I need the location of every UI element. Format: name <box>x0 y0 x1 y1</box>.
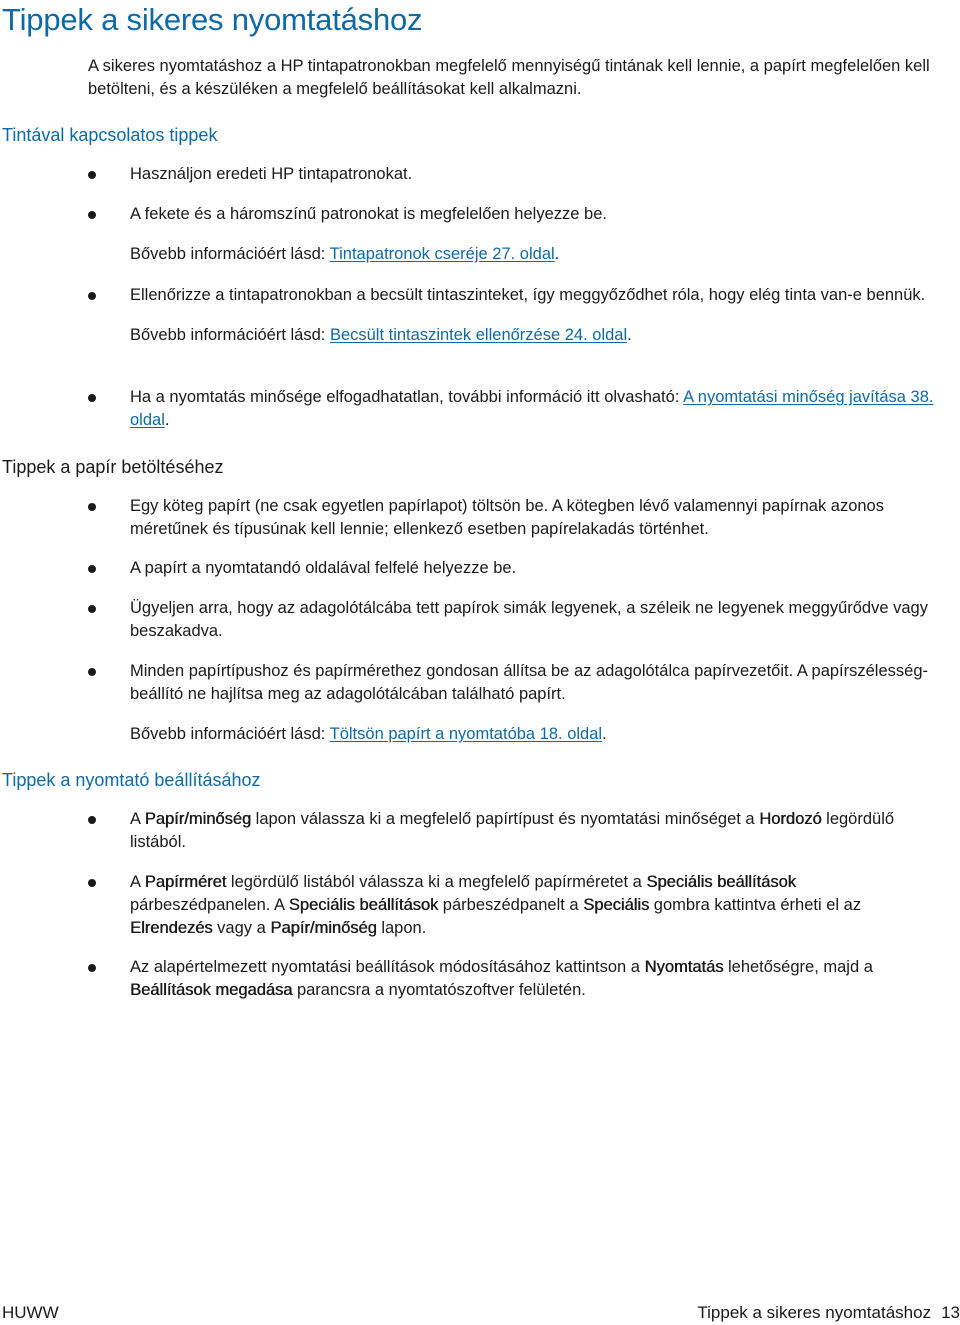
footer-chapter-title: Tippek a sikeres nyomtatáshoz <box>697 1303 932 1322</box>
settings-tip-1 <box>88 808 938 854</box>
text-run: párbeszédpanelen. A <box>130 896 289 914</box>
paper-tip-2 <box>88 557 938 580</box>
ui-term-nyomtatas: Nyomtatás <box>644 958 724 976</box>
list-item-text <box>130 956 938 1002</box>
punctuation: . <box>627 326 632 344</box>
text-run: Az alapértelmezett nyomtatási beállítások módosításához kattintson a <box>130 958 645 976</box>
list-item-text: A fekete és a háromszínű patronokat is megfelelően helyezze be. <box>130 205 607 223</box>
more-info-line <box>130 324 938 347</box>
text-run: A <box>130 810 145 828</box>
page-title: Tippek a sikeres nyomtatáshoz <box>2 2 423 37</box>
list-item-text: Minden papírtípushoz és papírmérethez gondosan állítsa be az adagolótálca papírvezetőit. A papírszélesség-beállító ne hajlítsa meg az adagolótálcában található papírt. <box>130 662 929 703</box>
more-info-prefix: Bővebb információért lásd: <box>130 725 330 743</box>
text-run: lapon. <box>376 919 427 937</box>
footer-right <box>687 1303 960 1323</box>
more-info-prefix: Bővebb információért lásd: <box>130 326 330 344</box>
ink-tip-1 <box>88 163 938 186</box>
ui-term-papir-minoseg: Papír/minőség <box>270 919 377 937</box>
more-info-prefix: Bővebb információért lásd: <box>130 245 330 263</box>
footer-locale: HUWW <box>2 1303 59 1322</box>
list-item-text: Ellenőrizze a tintapatronokban a becsült tintaszinteket, így meggyőződhet róla, hogy elég tinta van-e bennük. <box>130 286 926 304</box>
intro-paragraph: A sikeres nyomtatáshoz a HP tintapatronokban megfelelő mennyiségű tintának kell lennie, a papírt megfelelően kell betölteni, és a készüléken a megfelelő beállításokat kell alkalmazni. <box>88 57 930 98</box>
punctuation: . <box>602 725 607 743</box>
ui-term-hordozo: Hordozó <box>759 810 822 828</box>
text-run: párbeszédpanelt a <box>438 896 584 914</box>
ink-tip-3 <box>88 284 938 347</box>
ui-term-specialis-beallitasok: Speciális beállítások <box>646 873 796 891</box>
item-body: Ha a nyomtatás minősége elfogadhatatlan, további információ itt olvasható: <box>130 388 684 406</box>
ink-tip-4 <box>88 386 938 432</box>
ui-term-papir-minoseg: Papír/minőség <box>144 810 252 828</box>
page-number: 13 <box>941 1303 960 1322</box>
list-item-text <box>130 386 938 432</box>
bullet-icon <box>88 503 96 511</box>
settings-tip-2 <box>88 871 938 940</box>
link-tintapatronok-csereje[interactable]: Tintapatronok cseréje 27. oldal <box>329 245 555 263</box>
ui-term-elrendezes: Elrendezés <box>130 919 213 937</box>
link-becsult-tintaszintek[interactable]: Becsült tintaszintek ellenőrzése 24. oldal <box>329 326 628 344</box>
text-run: A <box>130 873 145 891</box>
link-nyomtatasi-minoseg[interactable]: A nyomtatási minőség javítása 38. oldal <box>130 388 934 429</box>
list-item-text: Egy köteg papírt (ne csak egyetlen papírlapot) töltsön be. A kötegben lévő valamennyi papírnak azonos méretűnek és típusúnak kell lennie; ellenkező esetben papírelakadás történhet. <box>130 497 884 538</box>
text-run: legördülő listából. <box>130 810 895 851</box>
bullet-icon <box>88 211 96 219</box>
bullet-icon <box>88 605 96 613</box>
bullet-icon <box>88 292 96 300</box>
paper-tip-1 <box>88 495 938 541</box>
ui-term-specialis: Speciális <box>583 896 650 914</box>
settings-tips-heading: Tippek a nyomtató beállításához <box>2 770 261 790</box>
settings-tip-3 <box>88 956 938 1002</box>
link-toltson-papirt[interactable]: Töltsön papírt a nyomtatóba 18. oldal <box>329 725 603 743</box>
ui-term-papirmeret: Papírméret <box>144 873 227 891</box>
paper-tip-4 <box>88 660 938 746</box>
paper-tip-3 <box>88 597 938 643</box>
ink-tip-2 <box>88 203 938 266</box>
list-item-text: Használjon eredeti HP tintapatronokat. <box>130 165 413 183</box>
text-run: parancsra a nyomtatószoftver felületén. <box>292 981 586 999</box>
more-info-line <box>130 723 938 746</box>
paper-tips-heading: Tippek a papír betöltéséhez <box>2 457 224 477</box>
ui-term-specialis-beallitasok: Speciális beállítások <box>288 896 439 914</box>
bullet-icon <box>88 668 96 676</box>
more-info-line <box>130 243 938 266</box>
bullet-icon <box>88 816 96 824</box>
text-run: lapon válassza ki a megfelelő papírtípust és nyomtatási minőséget a <box>251 810 760 828</box>
bullet-icon <box>88 964 96 972</box>
text-run: gombra kattintva érheti el az <box>649 896 862 914</box>
bullet-icon <box>88 879 96 887</box>
bullet-icon <box>88 565 96 573</box>
bullet-icon <box>88 394 96 402</box>
list-item-text: Ügyeljen arra, hogy az adagolótálcába tett papírok simák legyenek, a széleik ne legyenek meggyűrődve vagy beszakadva. <box>130 599 928 640</box>
text-run: legördülő listából válassza ki a megfelelő papírméretet a <box>226 873 647 891</box>
list-item-text: A papírt a nyomtatandó oldalával felfelé helyezze be. <box>130 559 517 577</box>
punctuation: . <box>164 411 170 429</box>
list-item-text <box>130 808 938 854</box>
ink-tips-heading: Tintával kapcsolatos tippek <box>2 125 218 145</box>
list-item-text <box>130 871 938 940</box>
ui-term-beallitasok-megadasa: Beállítások megadása <box>130 981 293 999</box>
punctuation: . <box>554 245 560 263</box>
text-run: vagy a <box>212 919 271 937</box>
text-run: lehetőségre, majd a <box>723 958 873 976</box>
page-footer <box>0 1303 960 1325</box>
bullet-icon <box>88 171 96 179</box>
